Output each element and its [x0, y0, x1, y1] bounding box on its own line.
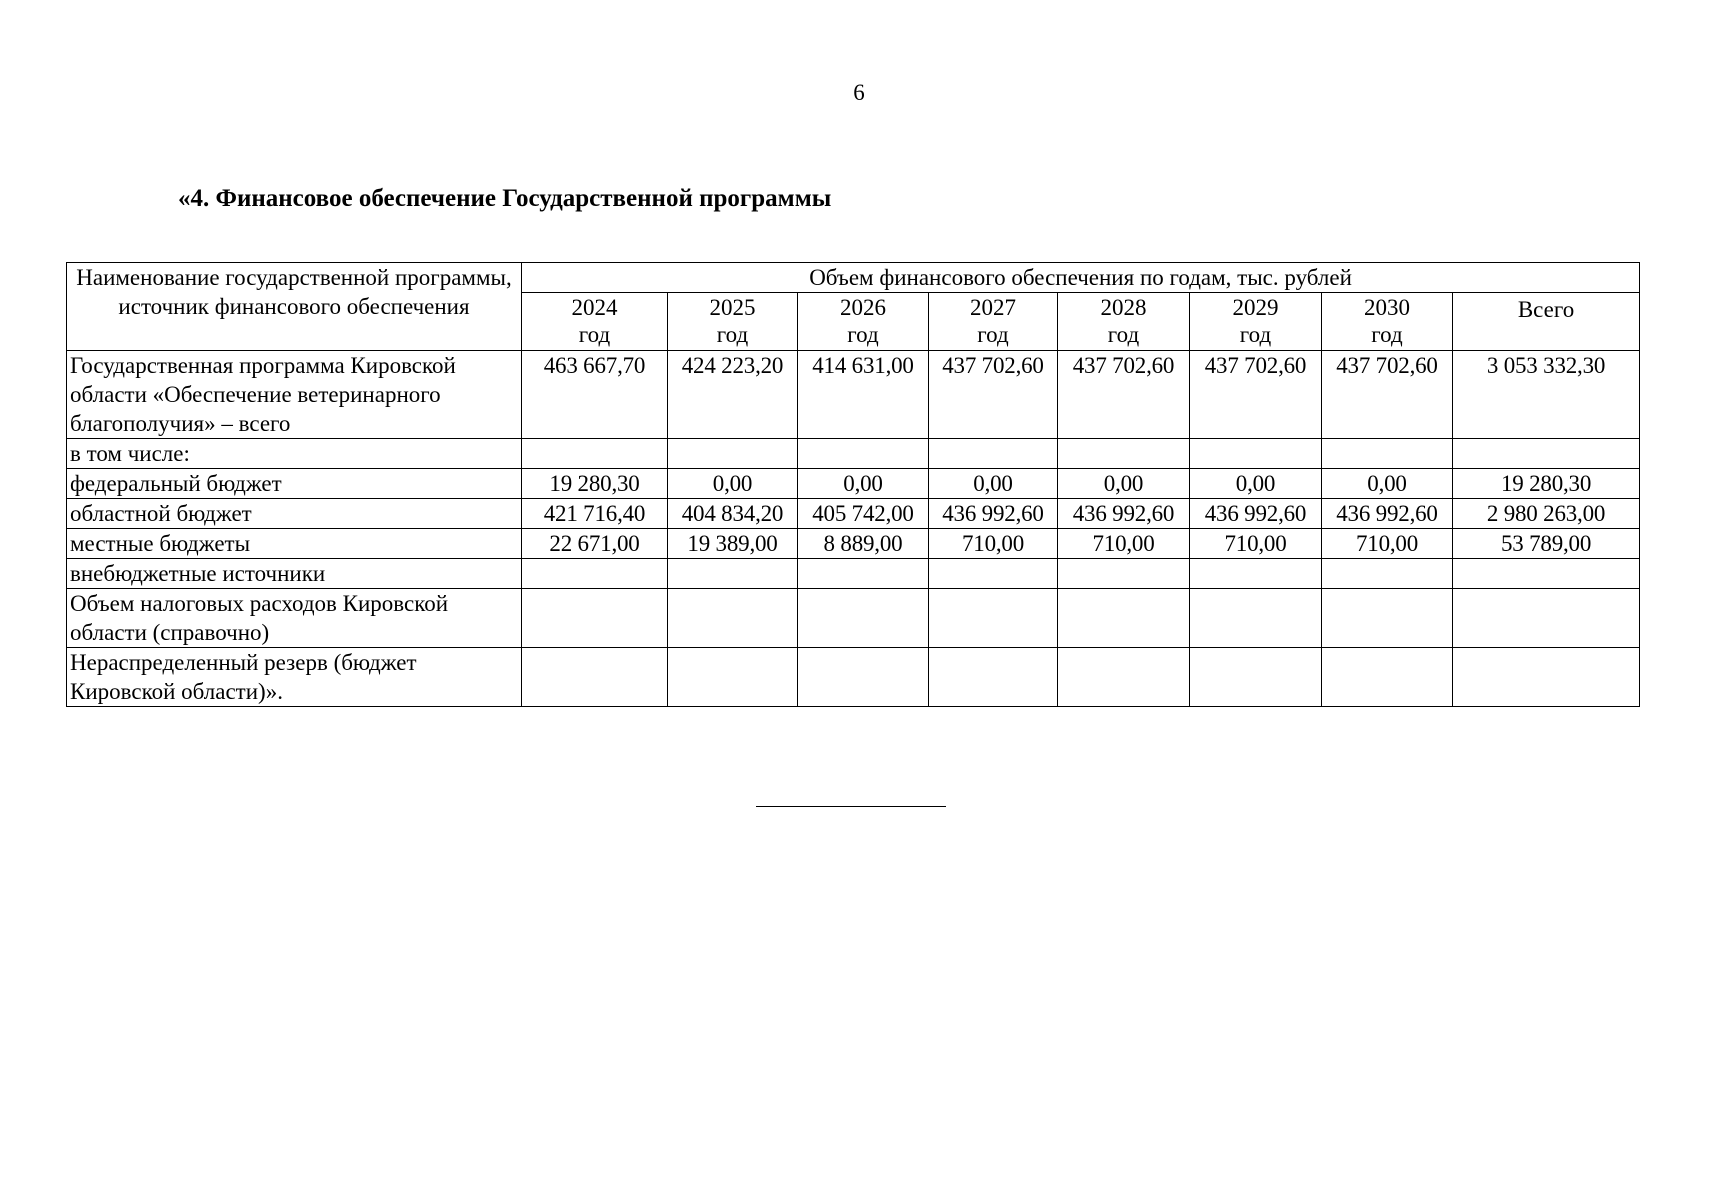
value-cell: 710,00: [929, 529, 1058, 559]
value-cell: 22 671,00: [522, 529, 668, 559]
year-label: 2024: [571, 295, 618, 320]
year-label: 2025: [709, 295, 756, 320]
value-cell: 436 992,60: [929, 499, 1058, 529]
row-name-cell: Нераспределенный резерв (бюджет Кировской области)».: [67, 648, 522, 707]
row-name-cell: местные бюджеты: [67, 529, 522, 559]
value-cell: 0,00: [1058, 469, 1190, 499]
table-row-unallocated-reserve: [67, 648, 1640, 707]
total-value-cell: 2 980 263,00: [1453, 499, 1640, 529]
value-cell: [1058, 648, 1190, 707]
row-name-cell: областной бюджет: [67, 499, 522, 529]
year-label: 2029: [1232, 295, 1279, 320]
value-cell: 436 992,60: [1058, 499, 1190, 529]
table-row-federal-budget: [67, 469, 1640, 499]
value-cell: 404 834,20: [668, 499, 798, 529]
table-row-tax-expenditures: [67, 589, 1640, 648]
value-cell: [1322, 439, 1453, 469]
value-cell: [798, 439, 929, 469]
value-cell: [1190, 439, 1322, 469]
row-name-cell: федеральный бюджет: [67, 469, 522, 499]
value-cell: 414 631,00: [798, 351, 929, 439]
value-cell: [1322, 559, 1453, 589]
total-value-cell: 3 053 332,30: [1453, 351, 1640, 439]
year-header-cell: [1190, 293, 1322, 351]
total-value-cell: [1453, 559, 1640, 589]
row-name-cell: в том числе:: [67, 439, 522, 469]
value-cell: [1058, 559, 1190, 589]
footer-divider-line: [756, 806, 946, 807]
row-name-cell: Государственная программа Кировской области «Обеспечение ветеринарного благополучия» – всего: [67, 351, 522, 439]
year-label: 2026: [840, 295, 886, 320]
value-cell: [668, 439, 798, 469]
year-header-cell: [668, 293, 798, 351]
value-cell: 19 280,30: [522, 469, 668, 499]
year-label: 2030: [1364, 295, 1410, 320]
page-number: 6: [853, 80, 865, 105]
value-cell: [1322, 589, 1453, 648]
year-unit-label: год: [1239, 322, 1272, 347]
value-cell: 710,00: [1190, 529, 1322, 559]
value-cell: [1322, 648, 1453, 707]
year-unit-label: год: [1107, 322, 1140, 347]
year-unit-label: год: [716, 322, 749, 347]
value-cell: 436 992,60: [1322, 499, 1453, 529]
total-header-cell: Всего: [1453, 293, 1640, 351]
total-value-cell: 53 789,00: [1453, 529, 1640, 559]
value-cell: 436 992,60: [1190, 499, 1322, 529]
year-header-cell: [1058, 293, 1190, 351]
value-cell: 8 889,00: [798, 529, 929, 559]
value-cell: 0,00: [798, 469, 929, 499]
value-cell: 710,00: [1058, 529, 1190, 559]
value-cell: 0,00: [1322, 469, 1453, 499]
table-row-extrabudgetary: [67, 559, 1640, 589]
year-unit-label: год: [847, 322, 879, 347]
value-cell: 710,00: [1322, 529, 1453, 559]
year-header-cell: [1322, 293, 1453, 351]
value-cell: 421 716,40: [522, 499, 668, 529]
value-cell: [929, 439, 1058, 469]
value-cell: 0,00: [668, 469, 798, 499]
value-cell: [668, 559, 798, 589]
table-row-including: [67, 439, 1640, 469]
total-value-cell: [1453, 589, 1640, 648]
row-name-cell: внебюджетные источники: [67, 559, 522, 589]
section-title: «4. Финансовое обеспечение Государственной программы: [178, 185, 832, 212]
value-cell: 0,00: [1190, 469, 1322, 499]
year-unit-label: год: [1371, 322, 1403, 347]
financing-table: [66, 262, 1640, 707]
table-row-local-budgets: [67, 529, 1640, 559]
table-row-program-total: [67, 351, 1640, 439]
year-header-cell: [522, 293, 668, 351]
total-value-cell: 19 280,30: [1453, 469, 1640, 499]
value-cell: [1190, 559, 1322, 589]
value-cell: [1190, 589, 1322, 648]
total-value-cell: [1453, 439, 1640, 469]
value-cell: [929, 559, 1058, 589]
value-cell: [522, 439, 668, 469]
value-cell: [798, 589, 929, 648]
year-label: 2027: [970, 295, 1016, 320]
header-name-cell: Наименование государственной программы, источник финансового обеспечения: [67, 263, 522, 351]
year-label: 2028: [1100, 295, 1147, 320]
value-cell: 463 667,70: [522, 351, 668, 439]
header-group-cell: Объем финансового обеспечения по годам, тыс. рублей: [522, 263, 1640, 293]
header-row-group: [67, 263, 1640, 293]
year-unit-label: год: [578, 322, 611, 347]
table-row-regional-budget: [67, 499, 1640, 529]
value-cell: 437 702,60: [1190, 351, 1322, 439]
value-cell: 437 702,60: [929, 351, 1058, 439]
value-cell: 437 702,60: [1322, 351, 1453, 439]
year-header-cell: [929, 293, 1058, 351]
value-cell: 424 223,20: [668, 351, 798, 439]
value-cell: [1058, 589, 1190, 648]
value-cell: 405 742,00: [798, 499, 929, 529]
value-cell: [668, 648, 798, 707]
value-cell: [929, 589, 1058, 648]
value-cell: [522, 648, 668, 707]
row-name-cell: Объем налоговых расходов Кировской области (справочно): [67, 589, 522, 648]
value-cell: [668, 589, 798, 648]
value-cell: 0,00: [929, 469, 1058, 499]
value-cell: [522, 559, 668, 589]
value-cell: [522, 589, 668, 648]
year-unit-label: год: [977, 322, 1009, 347]
value-cell: [1058, 439, 1190, 469]
year-header-cell: [798, 293, 929, 351]
value-cell: [798, 648, 929, 707]
value-cell: [929, 648, 1058, 707]
total-value-cell: [1453, 648, 1640, 707]
value-cell: [798, 559, 929, 589]
value-cell: [1190, 648, 1322, 707]
value-cell: 437 702,60: [1058, 351, 1190, 439]
value-cell: 19 389,00: [668, 529, 798, 559]
